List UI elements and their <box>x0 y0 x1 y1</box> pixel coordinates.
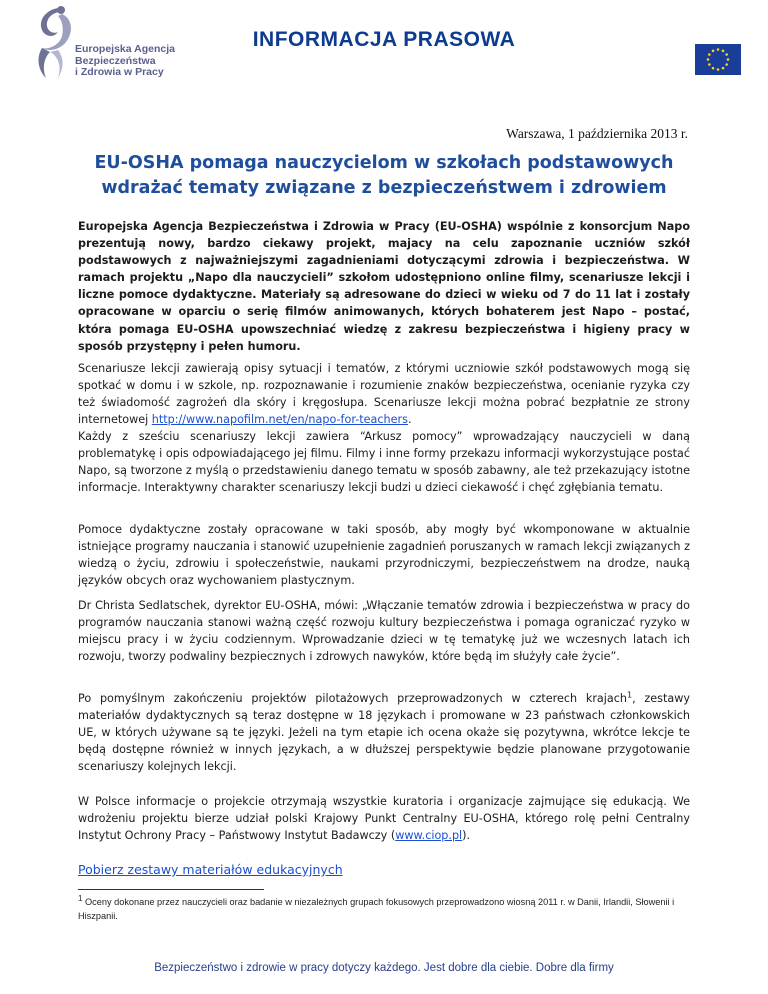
footnote-divider <box>78 889 264 890</box>
page-footer-slogan: Bezpieczeństwo i zdrowie w pracy dotyczy każdego. Jest dobre dla ciebie. Dobre dla firmy <box>154 962 614 974</box>
eu-flag-star <box>717 68 720 71</box>
page-header-title: INFORMACJA PRASOWA <box>252 28 516 51</box>
paragraph-text-continued: , zestawy materiałów dydaktycznych są teraz dostępne w 18 językach i promowane w 23 państwach członkowskich UE, w których używane są te języki. Jeżeli na tym etapie ich ocena okaże się pozytywna, wkrótce lekcje te będą dostępne również w innych językach, a w dłuższej perspektywie będzie planowane przygotowanie scenariuszy kolejnych lekcji. <box>78 692 690 774</box>
paragraph-text: W Polsce informacje o projekcie otrzymają wszystkie kuratoria i organizacje zajmujące się edukacją. We wdrożeniu projektu bierze udział polski Krajowy Punkt Centralny EU-OSHA, którego rolę pełni Centralny Instytut Ochrony Pracy – Państwowy Instytut Badawczy ( <box>78 795 690 843</box>
paragraph-end: . <box>407 413 412 427</box>
press-release-date: Warszawa, 1 października 2013 r. <box>506 126 688 141</box>
eu-flag-star <box>708 53 711 56</box>
eu-flag-star <box>725 63 728 66</box>
paragraph-poland <box>78 793 690 844</box>
paragraph-director-quote: Dr Christa Sedlatschek, dyrektor EU-OSHA, mówi: „Włączanie tematów zdrowia i bezpieczeństwa w pracy do programów nauczania stanowi ważną część rozwoju kultury bezpieczeństwa i pomaga ograniczać ryzyko w miejscu pracy i w życiu codziennym. Wprowadzanie dzieci w tę tematykę już we wczesnych latach ich rozwoju, tworzy podwaliny bezpiecznych i zdrowych nawyków, które będą im służyły całe życie”. <box>78 599 690 664</box>
eu-flag-star <box>722 50 725 53</box>
footnote-text: Oceny dokonane przez nauczycieli oraz badanie w niezależnych grupach fokusowych przeprowadzono wiosną 2011 r. w Danii, Irlandii, Słowenii i Hiszpanii. <box>78 897 675 921</box>
paragraph-pilot-projects <box>78 690 690 775</box>
paragraph-lesson-scenarios <box>78 360 690 428</box>
eu-flag-star <box>717 48 720 51</box>
logo-line-3: i Zdrowia w Pracy <box>75 66 164 78</box>
paragraph-text: Scenariusze lekcji zawierają opisy sytuacji i tematów, z którymi uczniowie szkół podstawowych mogą się spotkać w domu i w szkole, np. rozpoznawanie i rozumienie znaków bezpieczeństwa, ocenianie ryzyka czy też świadomość zagrożeń dla skóry i kręgosłupa. Scenariusze lekcji można pobrać bezpłatnie ze strony internetowej <box>78 362 690 427</box>
footnote <box>78 895 690 923</box>
paragraph-teaching-aids: Pomoce dydaktyczne zostały opracowane w taki sposób, aby mogły być wkomponowane w aktualnie istniejące programy nauczania i stanowić uzupełnienie zagadnień poruszanych w ramach lekcji związanych z wiedzą o życiu, zdrowiu i społeczeństwie, naukami przyrodniczymi, bezpieczeństwem na drodze, nauką języków obcych oraz wychowaniem plastycznym. <box>78 523 690 588</box>
logo-line-2: Bezpieczeństwa <box>75 54 156 67</box>
footnote-number: 1 <box>78 893 83 903</box>
lead-paragraph: Europejska Agencja Bezpieczeństwa i Zdrowia w Pracy (EU-OSHA) wspólnie z konsorcjum Napo prezentują nowy, bardzo ciekawy projekt, majacy na celu zapoznanie uczniów szkół podstawowych z najważniejszymi zagadnieniami dotyczącymi zdrowia i bezpieczeństwa. W ramach projektu „Napo dla nauczycieli” szkołom udostępniono online filmy, scenariusze lekcji i liczne pomoce dydaktyczne. Materiały są adresowane do dzieci w wieku od 7 do 11 lat i zostały opracowane w oparciu o serię filmów animowanych, których bohaterem jest Napo – postać, która pomaga EU-OSHA upowszechniać wiedzę z zakresu bezpieczeństwa i higieny pracy w sposób przystępny i pełen humoru. <box>78 220 690 353</box>
eu-flag-star <box>712 67 715 70</box>
title-line-1: EU-OSHA pomaga nauczycielom w szkołach podstawowych <box>94 153 674 173</box>
eu-flag-star <box>712 50 715 53</box>
paragraph-text: Po pomyślnym zakończeniu projektów pilotażowych przeprowadzonych w czterech krajach <box>78 692 627 705</box>
eu-flag-star <box>722 67 725 70</box>
title-line-2: wdrażać tematy związane z bezpieczeństwem i zdrowiem <box>101 178 667 198</box>
eu-flag-star <box>707 58 710 61</box>
eu-flag-icon <box>695 44 741 75</box>
download-materials-link[interactable]: Pobierz zestawy materiałów edukacyjnych <box>78 862 343 877</box>
eu-flag-star <box>727 58 730 61</box>
napo-teachers-link[interactable]: http://www.napofilm.net/en/napo-for-teachers <box>151 413 408 427</box>
paragraph-end: ). <box>462 829 471 843</box>
footnote-reference: 1 <box>627 690 633 700</box>
press-release-title <box>78 151 690 201</box>
eu-flag-star <box>725 53 728 56</box>
paragraph-help-sheet: Każdy z sześciu scenariuszy lekcji zawiera “Arkusz pomocy” wprowadzający nauczycieli w daną problematykę i opis odpowiadającego jej filmu. Filmy i inne formy przekazu informacji wykorzystujące postać Napo, są tworzone z myślą o przedstawieniu danego tematu w sposób zabawny, ale też przekazujący istotne informacje. Interaktywny charakter scenariuszy lekcji budzi u dzieci ciekawość i chęć zgłębiania tematu. <box>78 430 690 495</box>
ciop-link[interactable]: www.ciop.pl <box>395 829 463 843</box>
logo-line-1: Europejska Agencja <box>75 43 175 55</box>
eu-flag-star <box>708 63 711 66</box>
